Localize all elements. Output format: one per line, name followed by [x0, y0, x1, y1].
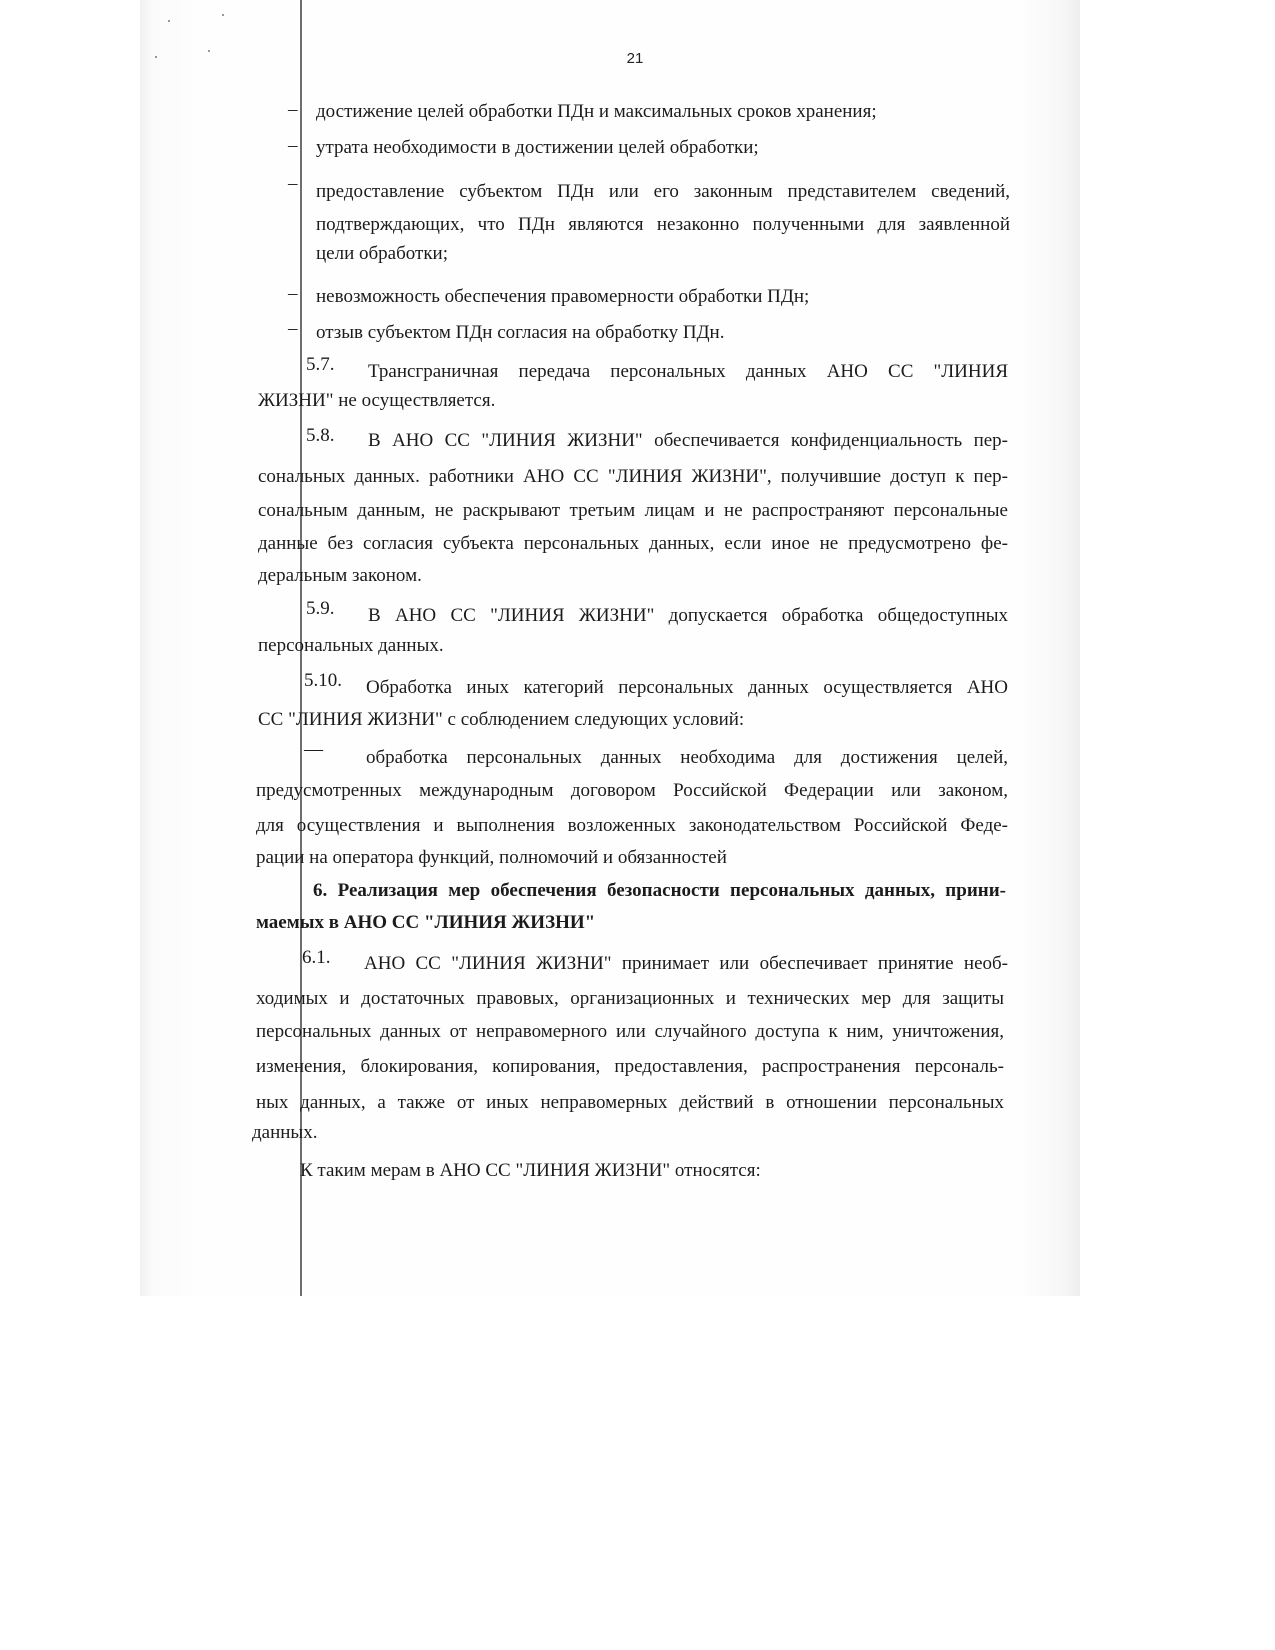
list-item: утрата необходимости в достижении целей обработки;: [316, 137, 759, 158]
paragraph-line: изменения, блокирования, копирования, предоставления, распространения персональ-: [256, 1056, 1004, 1077]
section-heading-line: 6. Реализация мер обеспечения безопасности персональных данных, прини-: [313, 880, 1006, 901]
scan-speck: [208, 50, 210, 52]
paragraph-line: обработка персональных данных необходима для достижения целей,: [366, 747, 1008, 768]
clause-number: 5.8.: [306, 425, 335, 446]
paragraph-line: В АНО СС "ЛИНИЯ ЖИЗНИ" допускается обработка общедоступных: [368, 605, 1008, 626]
paragraph-line: деральным законом.: [258, 565, 422, 586]
scan-speck: [168, 20, 170, 22]
list-dash: –: [288, 318, 298, 339]
paragraph-line: Обработка иных категорий персональных данных осуществляется АНО: [366, 677, 1008, 698]
scan-speck: [155, 56, 157, 58]
clause-number: 5.7.: [306, 354, 335, 375]
measures-intro: К таким мерам в АНО СС "ЛИНИЯ ЖИЗНИ" относятся:: [300, 1160, 761, 1181]
list-item: предоставление субъектом ПДн или его законным представителем сведений,: [316, 181, 1010, 202]
list-item: достижение целей обработки ПДн и максимальных сроков хранения;: [316, 101, 877, 122]
paragraph-line: Трансграничная передача персональных данных АНО СС "ЛИНИЯ: [368, 361, 1008, 382]
list-item-continued: подтверждающих, что ПДн являются незаконно полученными для заявленной: [316, 214, 1010, 235]
list-dash: –: [288, 283, 298, 304]
section-heading-line: маемых в АНО СС "ЛИНИЯ ЖИЗНИ": [256, 912, 596, 933]
list-dash: –: [288, 173, 298, 194]
list-dash: —: [304, 739, 323, 760]
paragraph-line: ных данных, а также от иных неправомерных действий в отношении персональных: [256, 1092, 1004, 1113]
paragraph-line: АНО СС "ЛИНИЯ ЖИЗНИ" принимает или обеспечивает принятие необ-: [364, 953, 1008, 974]
paragraph-line: персональных данных от неправомерного или случайного доступа к ним, уничтожения,: [256, 1021, 1004, 1042]
scan-speck: [222, 14, 224, 16]
paragraph-line: ЖИЗНИ" не осуществляется.: [258, 390, 496, 411]
clause-number: 6.1.: [302, 947, 331, 968]
list-dash: –: [288, 99, 298, 120]
paragraph-line: сональных данных. работники АНО СС "ЛИНИЯ ЖИЗНИ", получившие доступ к пер-: [258, 466, 1008, 487]
clause-number: 5.9.: [306, 598, 335, 619]
list-item: невозможность обеспечения правомерности обработки ПДн;: [316, 286, 810, 307]
paragraph-line: предусмотренных международным договором Российской Федерации или законом,: [256, 780, 1008, 801]
paragraph-line: данных.: [252, 1122, 318, 1143]
paragraph-line: для осуществления и выполнения возложенных законодательством Российской Феде-: [256, 815, 1008, 836]
paragraph-line: В АНО СС "ЛИНИЯ ЖИЗНИ" обеспечивается конфиденциальность пер-: [368, 430, 1008, 451]
list-item: отзыв субъектом ПДн согласия на обработку ПДн.: [316, 322, 725, 343]
paragraph-line: СС "ЛИНИЯ ЖИЗНИ" с соблюдением следующих условий:: [258, 709, 745, 730]
paragraph-line: сональным данным, не раскрывают третьим лицам и не распространяют персональные: [258, 500, 1008, 521]
clause-number: 5.10.: [304, 670, 342, 691]
paragraph-line: персональных данных.: [258, 635, 444, 656]
list-dash: –: [288, 135, 298, 156]
paragraph-line: рации на оператора функций, полномочий и обязанностей: [256, 847, 727, 868]
paragraph-line: данные без согласия субъекта персональных данных, если иное не предусмотрено фе-: [258, 533, 1008, 554]
list-item-continued: цели обработки;: [316, 243, 448, 264]
paragraph-line: ходимых и достаточных правовых, организационных и технических мер для защиты: [256, 988, 1004, 1009]
page-number: 21: [626, 50, 644, 67]
